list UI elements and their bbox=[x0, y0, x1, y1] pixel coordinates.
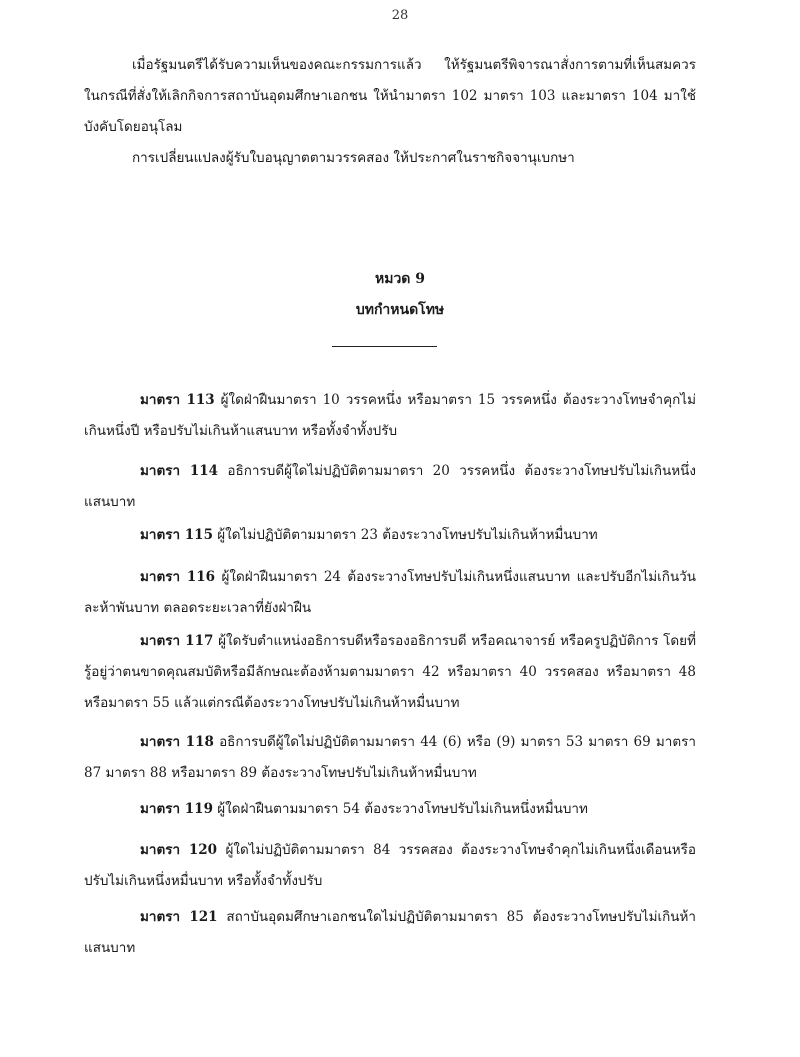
section-label: มาตรา 118 bbox=[140, 734, 214, 750]
section-label: มาตรา 114 bbox=[140, 463, 219, 479]
section-text: ผู้ใดฝ่าฝืนมาตรา 10 วรรคหนึ่ง หรือมาตรา 15 วรรคหนึ่ง ต้องระวางโทษจำคุกไม่เกินหนึ่งปี หรือปรับไม่เกินห้าแสนบาท หรือทั้งจำทั้งปรับ bbox=[84, 392, 696, 439]
section-label: มาตรา 121 bbox=[140, 909, 218, 925]
section-text: ผู้ใดรับตำแหน่งอธิการบดีหรือรองอธิการบดี หรือคณาจารย์ หรือครูปฏิบัติการ โดยที่รู้อยู่ว่าตนขาดคุณสมบัติหรือมีลักษณะต้องห้ามตามมาตรา 42 หรือมาตรา 40 วรรคสอง หรือมาตรา 48 หรือมาตรา 55 แล้วแต่กรณีต้องระวางโทษปรับไม่เกินห้าหมื่นบาท bbox=[84, 633, 696, 711]
intro-paragraph-1: เมื่อรัฐมนตรีได้รับความเห็นของคณะกรรมการแล้ว ให้รัฐมนตรีพิจารณาสั่งการตามที่เห็นสมควร ในกรณีที่สั่งให้เลิกกิจการสถาบันอุดมศึกษาเอกชน ให้นำมาตรา 102 มาตรา 103 และมาตรา 104 มาใช้บังคับโดยอนุโลม bbox=[84, 57, 696, 135]
section-label: มาตรา 113 bbox=[140, 392, 215, 408]
section-118 bbox=[84, 727, 696, 789]
section-text: ผู้ใดฝ่าฝืนมาตรา 24 ต้องระวางโทษปรับไม่เกินหนึ่งแสนบาท และปรับอีกไม่เกินวันละห้าพันบาท ตลอดระยะเวลาที่ยังฝ่าฝืน bbox=[84, 569, 696, 616]
section-label: มาตรา 119 bbox=[140, 801, 213, 817]
section-text: ผู้ใดไม่ปฏิบัติตามมาตรา 84 วรรคสอง ต้องระวางโทษจำคุกไม่เกินหนึ่งเดือนหรือปรับไม่เกินหนึ่งหมื่นบาท หรือทั้งจำทั้งปรับ bbox=[84, 842, 696, 889]
section-text: อธิการบดีผู้ใดไม่ปฏิบัติตามมาตรา 44 (6) หรือ (9) มาตรา 53 มาตรา 69 มาตรา 87 มาตรา 88 หรือมาตรา 89 ต้องระวางโทษปรับไม่เกินห้าหมื่นบาท bbox=[84, 734, 696, 781]
section-label: มาตรา 117 bbox=[140, 633, 214, 649]
section-label: มาตรา 115 bbox=[140, 527, 213, 543]
section-119 bbox=[84, 794, 696, 825]
section-114 bbox=[84, 456, 696, 518]
section-text: ผู้ใดฝ่าฝืนตามมาตรา 54 ต้องระวางโทษปรับไม่เกินหนึ่งหมื่นบาท bbox=[217, 801, 588, 817]
chapter-title: บทกำหนดโทษ bbox=[355, 302, 445, 318]
section-120 bbox=[84, 835, 696, 897]
chapter-number: หมวด 9 bbox=[374, 271, 426, 287]
section-117 bbox=[84, 626, 696, 719]
section-label: มาตรา 116 bbox=[140, 569, 216, 585]
intro-paragraph-2: การเปลี่ยนแปลงผู้รับใบอนุญาตตามวรรคสอง ให้ประกาศในราชกิจจานุเบกษา bbox=[132, 150, 575, 166]
heading-divider bbox=[332, 346, 437, 347]
section-115 bbox=[84, 520, 696, 551]
section-121 bbox=[84, 902, 696, 964]
section-text: อธิการบดีผู้ใดไม่ปฏิบัติตามมาตรา 20 วรรคหนึ่ง ต้องระวางโทษปรับไม่เกินหนึ่งแสนบาท bbox=[84, 463, 696, 510]
section-116 bbox=[84, 562, 696, 624]
section-text: ผู้ใดไม่ปฏิบัติตามมาตรา 23 ต้องระวางโทษปรับไม่เกินห้าหมื่นบาท bbox=[217, 527, 598, 543]
section-label: มาตรา 120 bbox=[140, 842, 218, 858]
page-number: 28 bbox=[391, 8, 409, 23]
section-text: สถาบันอุดมศึกษาเอกชนใดไม่ปฏิบัติตามมาตรา 85 ต้องระวางโทษปรับไม่เกินห้าแสนบาท bbox=[84, 909, 696, 956]
section-113 bbox=[84, 385, 696, 447]
